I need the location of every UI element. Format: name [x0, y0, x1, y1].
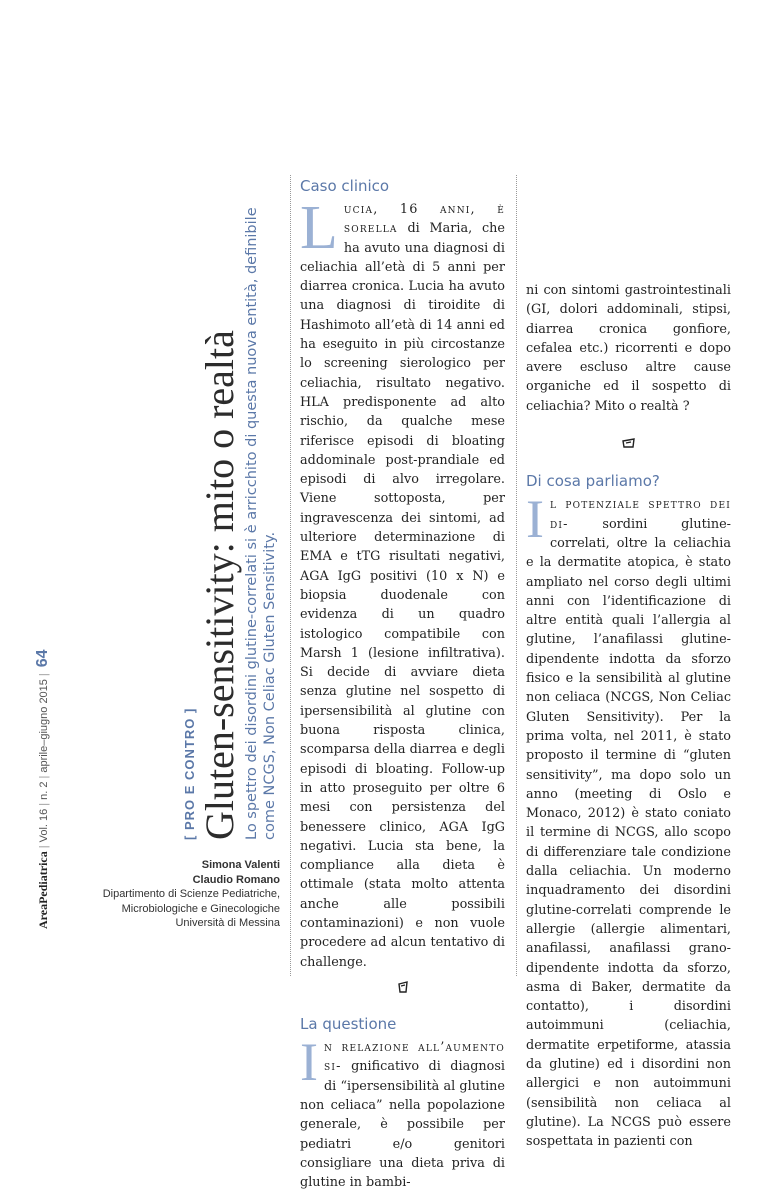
- paragraph-questione: [300, 1032, 505, 1192]
- paragraph-parliamo: [526, 489, 731, 1151]
- journal-volume: Vol. 16: [38, 808, 50, 843]
- article-title: Gluten-sensitivity: mito o realtà: [197, 330, 242, 840]
- title-block: [180, 140, 279, 840]
- lead-in: ucia, 16 anni, è sorella: [343, 202, 505, 237]
- body-text: di Maria, che ha avuto una diagnosi di celiachia all’età di 5 anni per diarrea cronica. Lucia ha avuto una diagnosi di tiroidite di Hashimoto all’età di 14 anni ed ha eseguito in più circostanze lo screening sierologico per celiachia, risultato negativo. HLA predisponente ad alto rischio, da qualche mese riferisce episodi di bloating addominale post-prandiale ed episodi di alvo irregolare. Viene sottoposta, per ingravescenza dei sintomi, ad ulteriore determinazione di EMA e tTG risultati negativi, AGA IgG positivi (10 x N) e biopsia duodenale con evidenza di un quadro istologico compatibile con Marsh 1 (lesione infiltrativa). Si decide di avviare dieta senza glutine nel sospetto di ipersensibilità al glutine con buona risposta clinica, scomparsa della diarrea e degli episodi di bloating. Follow-up in atto proseguito per oltre 6 mesi con persistenza del benessere clinico, AGA IgG negativi. Lucia sta bene, la compliance alla dieta è ottimale (stata molto attenta anche alle possibili contaminazioni) e non vuole procedere ad alcun tentativo di challenge.: [300, 221, 505, 970]
- affiliation-line: Microbiologiche e Ginecologiche: [121, 902, 280, 915]
- column-1: [300, 176, 505, 1193]
- section-heading-parliamo: Di cosa parliamo?: [526, 472, 660, 491]
- dropcap: I: [300, 1032, 318, 1093]
- dropcap: L: [300, 194, 338, 262]
- affiliation-line: Università di Messina: [175, 917, 280, 929]
- article-subtitle: Lo spettro dei disordini glutine-correlati si è arricchito di questa nuova entità, definibile come NCGS, Non Celiac Gluten Sensitivity.: [244, 207, 278, 840]
- body-text: gnificativo di diagnosi di “ipersensibilità al glutine non celiaca” nella popolazione generale, è possibile per pediatri e/o genitori consigliare una dieta priva di glutine in bambi-: [300, 1059, 505, 1191]
- section-heading-caso: Caso clinico: [300, 177, 390, 195]
- body-text: sordini glutine-correlati, oltre la celiachia e la dermatite atopica, è stato ampliato nel corso degli ultimi anni con l’identificazione di altre entità quali l’allergia al glutine, l’anafilassi glutine-dipendente indotta da sforzo fisico e la sensibilità al glutine non celiaca (NCGS, Non Celiac Gluten Sensitivity). Per la prima volta, nel 2011, è stato proposto il termine di “gluten sensitivity”, ma dopo solo un anno (meeting di Oslo e Monaco, 2012) è stato coniato il termine di NCGS, allo scopo di differenziare tale condizione dalla celiachia. Un moderno inquadramento dei disordini glutine-correlati comprende le allergie (allergie alimentari, anafilassi, anafilassi grano-dipendente indotta da sforzo, asma di Baker, dermatite da contatto), i disordini autoimmuni (celiachia, dermatite erpetiforme, atassia da glutine) ed i disordini non allergici e non autoimmuni (sensibilità non celiaca al glutine). La NCGS può essere sospettata in pazienti con: [526, 516, 731, 1150]
- journal-date: aprile–giugno 2015: [38, 679, 50, 773]
- pen-cup-icon: [526, 436, 731, 455]
- author-name: Simona Valenti: [201, 859, 280, 871]
- column-divider: [516, 175, 517, 976]
- section-heading-questione: La questione: [300, 1015, 397, 1034]
- journal-number: n. 2: [38, 781, 50, 800]
- column-divider: [290, 175, 291, 976]
- journal-brand: AreaPediatrica: [36, 851, 50, 929]
- journal-header: AreaPediatrica|Vol. 16|n. 2|aprile–giugno 2015|64: [34, 649, 51, 929]
- section-tag: [ PRO E CONTRO ]: [182, 707, 197, 840]
- pen-cup-icon: [300, 980, 505, 1000]
- paragraph-caso: [300, 194, 505, 972]
- author-name: Claudio Romano: [192, 873, 280, 886]
- lead-in: l potenziale spettro dei di-: [549, 497, 731, 532]
- authors-block: [103, 858, 280, 931]
- affiliation-line: Dipartimento di Scienze Pediatriche,: [102, 888, 280, 900]
- column-2: [526, 281, 731, 1151]
- dropcap: I: [526, 489, 544, 550]
- paragraph-continua: ni con sintomi gastrointestinali (GI, dolori addominali, stipsi, diarrea cronica gonfiore, cefalea etc.) ricorrenti e dopo avere escluso altre cause organiche ed il sospetto di celiachia? Mito o realtà ?: [526, 283, 731, 414]
- lead-in: n relazione all’aumento si-: [323, 1040, 505, 1075]
- page-number: 64: [34, 649, 51, 668]
